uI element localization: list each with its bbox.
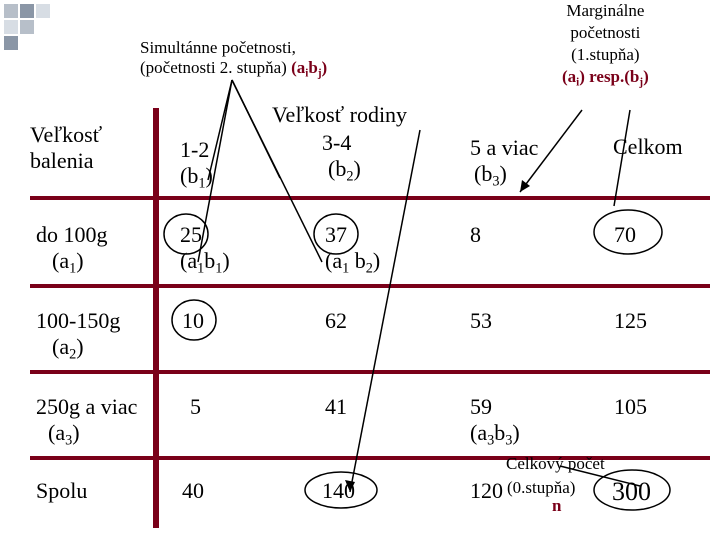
sum-b3: 120 [470,478,503,503]
grand-total-note-line-2: (0.stupňa) [507,478,576,497]
cell-a1-b1 [180,222,230,278]
note-line-1: Simultánne početnosti, [140,38,296,57]
sum-row-label: Spolu [36,478,88,503]
b3-value: 5 a viac [470,135,539,160]
total-a2: 125 [614,308,647,333]
marginal-sub-i: i [576,76,580,89]
marginal-line-1: Marginálne [566,1,645,20]
note-line-2-prefix: (početnosti 2. stupňa) [140,58,292,78]
a2-code-close: ) [76,334,84,360]
a2-code-open: (a [52,334,70,360]
a1b1-note-s1: 1 [197,260,205,277]
b1-code-sub: 1 [198,175,206,192]
cell-a1-b2-note [325,248,380,277]
cell-a3-b3 [470,394,520,450]
cell-a1-b2-value: 37 [325,222,347,247]
row-label-a2 [36,308,120,364]
note-red-close: ) [321,58,328,78]
b2-code [328,156,361,185]
a2-code-sub: 2 [69,346,77,363]
note-sub-i: i [305,67,309,80]
a1b2-note-s2: 2 [365,260,373,277]
column-header-b2 [322,130,361,186]
a1b1-note-b: b [204,248,216,274]
cell-a3-b1: 5 [190,394,201,419]
sum-b2: 140 [322,478,355,503]
marginal-red-mid: ) resp.(b [579,67,640,87]
column-group-label: Veľkosť rodiny [272,102,408,127]
a1b1-note-s2: 1 [215,260,223,277]
cell-a2-b1: 10 [182,308,204,333]
note-red-open: (a [291,58,306,78]
a1b2-note-b: b [349,248,366,274]
b1-code-open: (b [180,163,199,189]
note-red-mid: b [308,58,318,78]
b1-value: 1-2 [180,137,210,162]
a3b3-note-a: (a [470,420,488,446]
cell-a3-b3-value: 59 [470,394,492,419]
a3b3-note-b: b [494,420,506,446]
cell-a3-b2: 41 [325,394,347,419]
b3-code [474,161,538,190]
note-line-2-red [291,58,328,80]
b2-value: 3-4 [322,130,352,155]
cell-a1-b3: 8 [470,222,481,247]
a3-code-sub: 3 [65,432,73,449]
a1-label: do 100g [36,222,108,247]
note-sub-j: j [317,67,322,80]
cell-a3-b3-note [470,420,520,449]
a2-label: 100-150g [36,308,121,333]
marginal-sub-j: j [639,76,644,89]
a3-code-close: ) [72,420,80,446]
a1-code-sub: 1 [69,260,77,277]
marginal-red-a: (a [562,67,577,87]
cell-a2-b2: 62 [325,308,347,333]
column-header-b1 [180,137,213,193]
a1b1-note-a: (a [180,248,198,274]
marginal-line-4 [562,66,649,90]
column-header-b3 [470,135,538,191]
cell-a2-b3: 53 [470,308,492,333]
a2-code [52,334,120,363]
grand-total: 300 [612,477,651,506]
marginal-frequencies-note [562,0,649,90]
a3b3-note-s2: 3 [505,432,513,449]
a1b1-note-c: ) [222,248,230,274]
a1-code [52,248,108,277]
row-header-label [30,122,102,175]
a3-code-open: (a [48,420,66,446]
a1b2-note-s1: 1 [342,260,350,277]
simultaneous-frequencies-note [140,38,327,81]
a1-code-close: ) [76,248,84,274]
marginal-line-3: (1.stupňa) [571,45,640,65]
note-line-2 [140,58,327,81]
total-a3: 105 [614,394,647,419]
a1b2-note-a: (a [325,248,343,274]
a3b3-note-s1: 3 [487,432,495,449]
marginal-line-2: početnosti [570,23,641,43]
b1-code-close: ) [205,163,213,189]
sum-b1: 40 [182,478,204,503]
b2-code-sub: 2 [346,168,354,185]
b3-code-sub: 3 [492,173,500,190]
cell-a1-b1-value: 25 [180,222,202,247]
grand-total-n: n [552,496,562,515]
row-label-a1 [36,222,108,278]
cell-a1-b2 [325,222,380,278]
arrow-line-to-b2 [232,80,280,178]
row-label-a3 [36,394,137,450]
b2-code-open: (b [328,156,347,182]
a3b3-note-c: ) [512,420,520,446]
row-header-line-2: balenia [30,148,94,174]
b3-code-open: (b [474,161,493,187]
a3-code [48,420,137,449]
row-header-line-1: Veľkosť [30,122,103,147]
b3-code-close: ) [499,161,507,187]
a3-label: 250g a viac [36,394,138,419]
column-header-total: Celkom [613,134,683,159]
a1-code-open: (a [52,248,70,274]
marginal-red-end: ) [643,67,649,87]
a1b2-note-c: ) [372,248,381,274]
cell-a1-b1-note [180,248,230,277]
b2-code-close: ) [353,156,361,182]
grand-total-note-line-1: Celkový počet [506,454,605,473]
total-a1: 70 [614,222,636,247]
b1-code [180,163,213,192]
